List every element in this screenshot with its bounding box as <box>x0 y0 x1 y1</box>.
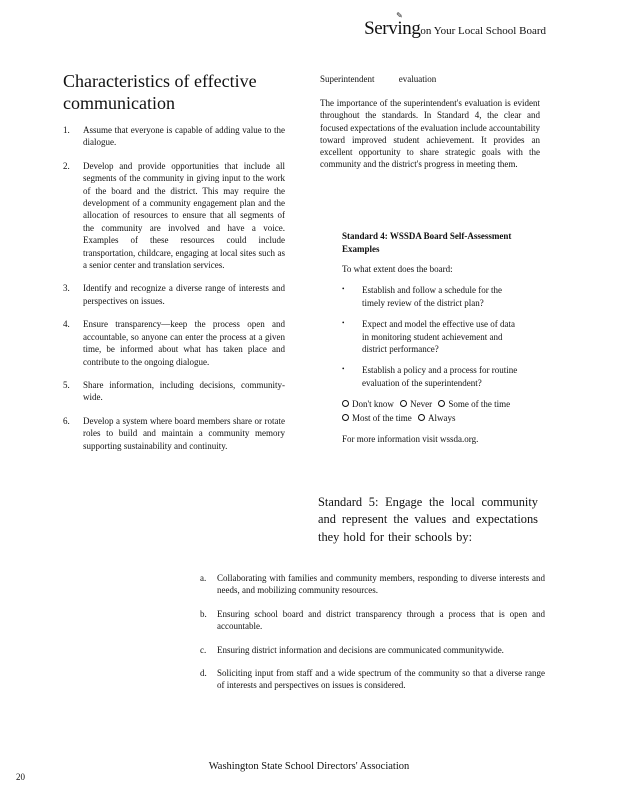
item-letter: c. <box>200 644 207 655</box>
bullet-text: Expect and model the effective use of data in monitoring student achievement and district performance? <box>362 319 516 355</box>
item-text: Develop a system where board members share or rotate roles to build and maintain a community memory supporting sustainability and continuity. <box>83 415 285 451</box>
engagement-list <box>200 572 545 703</box>
more-info-text: For more information visit wssda.org. <box>342 434 479 445</box>
item-number: 1. <box>63 125 70 135</box>
item-text: Soliciting input from staff and a wide spectrum of the community so that a diverse range of interests and perspectives on issues is considered. <box>217 668 545 691</box>
item-number: 6. <box>63 415 70 426</box>
item-text: Ensuring school board and district transparency through a process that is open and accountable. <box>217 608 545 632</box>
bullet-text: Establish and follow a schedule for the timely review of the district plan? <box>362 285 502 308</box>
box-bullet-list <box>342 284 522 389</box>
rating-options-row <box>342 398 522 410</box>
characteristics-list <box>63 124 285 463</box>
item-letter: b. <box>200 608 207 619</box>
section-title: Characteristics of effective communication <box>63 71 257 113</box>
option-label: Always <box>428 412 456 423</box>
box-question: To what extent does the board: <box>342 264 453 274</box>
item-text: Assume that everyone is capable of adding value to the dialogue. <box>83 125 285 148</box>
list-item <box>200 644 545 656</box>
rating-options-row <box>342 412 522 424</box>
rating-option <box>418 413 456 423</box>
list-item <box>63 160 285 272</box>
self-assessment-box <box>342 230 522 445</box>
pencil-icon: ✎ <box>396 11 403 20</box>
option-label: Some of the time <box>448 399 511 410</box>
superintendent-paragraph: The importance of the superintendent's evaluation is evident throughout the standards. In Standard 4, the clear and focused expectations of the evaluation include accountability toward improved student achievement. It provides an excellent opportunity to share strategic goals with the community and the district's progress in meeting them. <box>320 98 540 170</box>
radio-circle-icon <box>342 414 349 421</box>
bullet-icon: • <box>342 285 345 294</box>
item-text: Develop and provide opportunities that include all segments of the community in giving input to the work of the board and the district. This may require the development of a community engagement plan and the allocation of resources to ensure that all segments of the community are involved and have a voice. Examples of these resources could include transportation, childcare, engaging at local sites such as a senior center and translation services. <box>83 160 285 271</box>
item-text: Share information, including decisions, community-wide. <box>83 379 285 403</box>
rating-option <box>342 413 412 423</box>
item-text: Ensure transparency—keep the process open and accountable, so anyone can enter the process at a given time, be informed about what has taken place and contribute to the ongoing dialogue. <box>83 319 285 367</box>
footer-organization: Washington State School Directors' Association <box>208 761 410 772</box>
list-item <box>63 318 285 368</box>
rating-option <box>400 399 432 409</box>
item-number: 2. <box>63 160 70 171</box>
bullet-icon: • <box>342 365 345 374</box>
option-label: Never <box>410 399 433 410</box>
running-header <box>364 11 546 40</box>
radio-circle-icon <box>418 414 425 421</box>
rating-option <box>438 399 510 409</box>
list-item <box>342 318 522 355</box>
item-number: 5. <box>63 379 70 390</box>
subheading: Superintendent evaluation <box>320 74 437 84</box>
option-label: Don't know <box>352 399 394 410</box>
standard-5-heading: Standard 5: Engage the local community and represent the values and expectations they hold for their schools by: <box>318 495 538 544</box>
list-item <box>200 608 545 633</box>
bullet-icon: • <box>342 319 345 328</box>
radio-circle-icon <box>342 400 349 407</box>
list-item <box>63 282 285 307</box>
radio-circle-icon <box>400 400 407 407</box>
item-text: Identify and recognize a diverse range of interests and perspectives on issues. <box>83 283 285 306</box>
item-number: 4. <box>63 319 70 330</box>
box-title: Standard 4: WSSDA Board Self-Assessment Examples <box>342 231 512 254</box>
item-text: Ensuring district information and decisions are communicated communitywide. <box>217 644 504 655</box>
list-item <box>63 124 285 149</box>
item-number: 3. <box>63 283 70 294</box>
rating-option <box>342 399 394 409</box>
page-number: 20 <box>16 772 25 782</box>
option-label: Most of the time <box>352 412 412 423</box>
serving-logo <box>364 11 421 39</box>
item-letter: d. <box>200 668 207 679</box>
list-item <box>63 415 285 452</box>
item-text: Collaborating with families and community members, responding to diverse interests and needs, and mobilizing community resources. <box>217 573 545 596</box>
list-item <box>342 284 522 309</box>
item-letter: a. <box>200 573 207 583</box>
list-item <box>200 572 545 597</box>
radio-circle-icon <box>438 400 445 407</box>
list-item <box>63 379 285 404</box>
logo-text: Serving <box>364 18 421 39</box>
bullet-text: Establish a policy and a process for routine evaluation of the superintendent? <box>362 365 518 388</box>
list-item <box>200 667 545 692</box>
header-title: on Your Local School Board <box>420 25 546 37</box>
list-item <box>342 364 522 389</box>
